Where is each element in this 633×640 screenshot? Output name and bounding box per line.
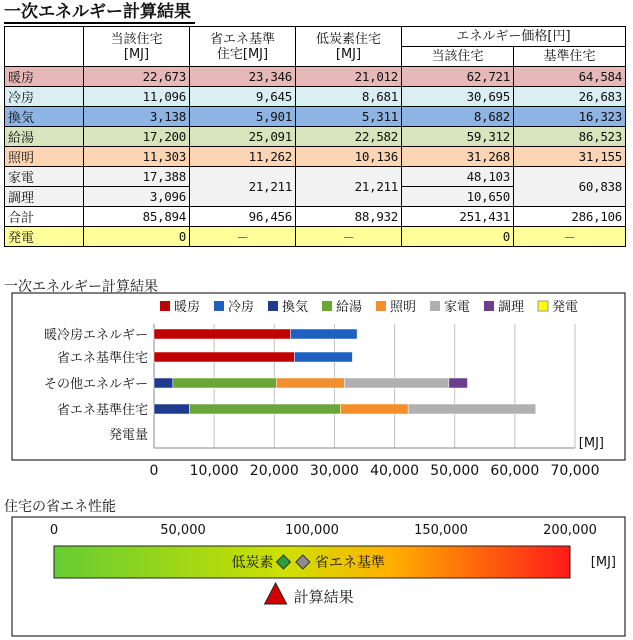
header-current: 当該住宅 [MJ] <box>84 27 190 67</box>
bar-segment-照明 <box>276 378 344 388</box>
page-title: 一次エネルギー計算結果 <box>4 2 195 24</box>
gauge-tick-label: 100,000 <box>285 523 339 538</box>
gauge-tick-label: 150,000 <box>414 523 468 538</box>
legend-swatch <box>214 301 224 311</box>
legend-label: 給湯 <box>336 300 363 315</box>
bar-segment-照明 <box>340 404 408 414</box>
gauge-title: 住宅の省エネ性能 <box>4 499 116 515</box>
gauge-tick-label: 200,000 <box>543 523 597 538</box>
header-price-current: 当該住宅 <box>402 47 514 67</box>
x-tick-label: 60,000 <box>490 463 540 479</box>
result-label: 計算結果 <box>293 588 354 606</box>
table-row: 暖房 22,673 23,346 21,012 62,721 64,584 <box>5 67 626 87</box>
bar-segment-調理 <box>449 378 468 388</box>
legend-label: 照明 <box>390 300 417 315</box>
header-standard: 省エネ基準 住宅[MJ] <box>190 27 296 67</box>
table-row: 冷房 11,096 9,645 8,681 30,695 26,683 <box>5 87 626 107</box>
bar-segment-家電 <box>408 404 536 414</box>
x-unit-label: [MJ] <box>578 436 604 451</box>
legend-swatch <box>376 301 386 311</box>
legend-label: 暖房 <box>174 300 201 315</box>
table-row: 家電 17,388 21,211 21,211 48,103 60,838 <box>5 167 626 187</box>
legend-swatch <box>484 301 494 311</box>
x-tick-label: 0 <box>149 463 159 479</box>
x-tick-label: 40,000 <box>370 463 420 479</box>
legend-label: 冷房 <box>228 300 255 315</box>
bar-segment-換気 <box>154 404 189 414</box>
legend-swatch <box>430 301 440 311</box>
category-label: 省エネ基準住宅 <box>56 403 148 418</box>
legend-swatch <box>538 301 548 311</box>
legend-swatch <box>268 301 278 311</box>
bar-segment-暖房 <box>154 329 290 339</box>
table-row-total: 合計 85,894 96,456 88,932 251,431 286,106 <box>5 207 626 227</box>
x-tick-label: 70,000 <box>550 463 600 479</box>
category-label: 省エネ基準住宅 <box>56 351 148 366</box>
bar-segment-冷房 <box>294 352 352 362</box>
legend-swatch <box>322 301 332 311</box>
x-tick-label: 20,000 <box>249 463 299 479</box>
table-row: 調理 3,096 10,650 <box>5 187 626 207</box>
category-label: その他エネルギー <box>43 377 148 392</box>
table-row: 給湯 17,200 25,091 22,582 59,312 86,523 <box>5 127 626 147</box>
table-row: 照明 11,303 11,262 10,136 31,268 31,155 <box>5 147 626 167</box>
header-price: エネルギー価格[円] <box>402 27 626 47</box>
legend-label: 家電 <box>444 300 471 315</box>
gauge-tick-label: 50,000 <box>160 523 206 538</box>
gauge-tick-label: 0 <box>49 523 59 538</box>
table-row: 換気 3,138 5,901 5,311 8,682 16,323 <box>5 107 626 127</box>
header-price-standard: 基準住宅 <box>514 47 626 67</box>
x-tick-label: 30,000 <box>309 463 359 479</box>
category-label: 発電量 <box>108 428 148 443</box>
bar-segment-給湯 <box>173 378 276 388</box>
legend-label: 調理 <box>498 300 525 315</box>
header-lowcarbon: 低炭素住宅 [MJ] <box>296 27 402 67</box>
bar-segment-暖房 <box>154 352 294 362</box>
bar-segment-冷房 <box>290 329 357 339</box>
result-marker <box>265 583 287 604</box>
bar-segment-給湯 <box>189 404 340 414</box>
bar-segment-換気 <box>154 378 173 388</box>
category-label: 暖冷房エネルギー <box>43 328 148 343</box>
table-row-generation: 発電 0 － － 0 － <box>5 227 626 247</box>
gauge-bar <box>54 546 570 578</box>
x-tick-label: 10,000 <box>189 463 239 479</box>
chart-title: 一次エネルギー計算結果 <box>4 279 158 295</box>
low-carbon-label: 低炭素 <box>231 555 274 571</box>
bar-segment-家電 <box>344 378 449 388</box>
legend-swatch <box>160 301 170 311</box>
legend-label: 換気 <box>282 300 309 315</box>
gauge-unit-label: [MJ] <box>590 555 616 570</box>
x-tick-label: 50,000 <box>430 463 480 479</box>
standard-label: 省エネ基準 <box>314 555 385 571</box>
legend-label: 発電 <box>552 300 579 315</box>
